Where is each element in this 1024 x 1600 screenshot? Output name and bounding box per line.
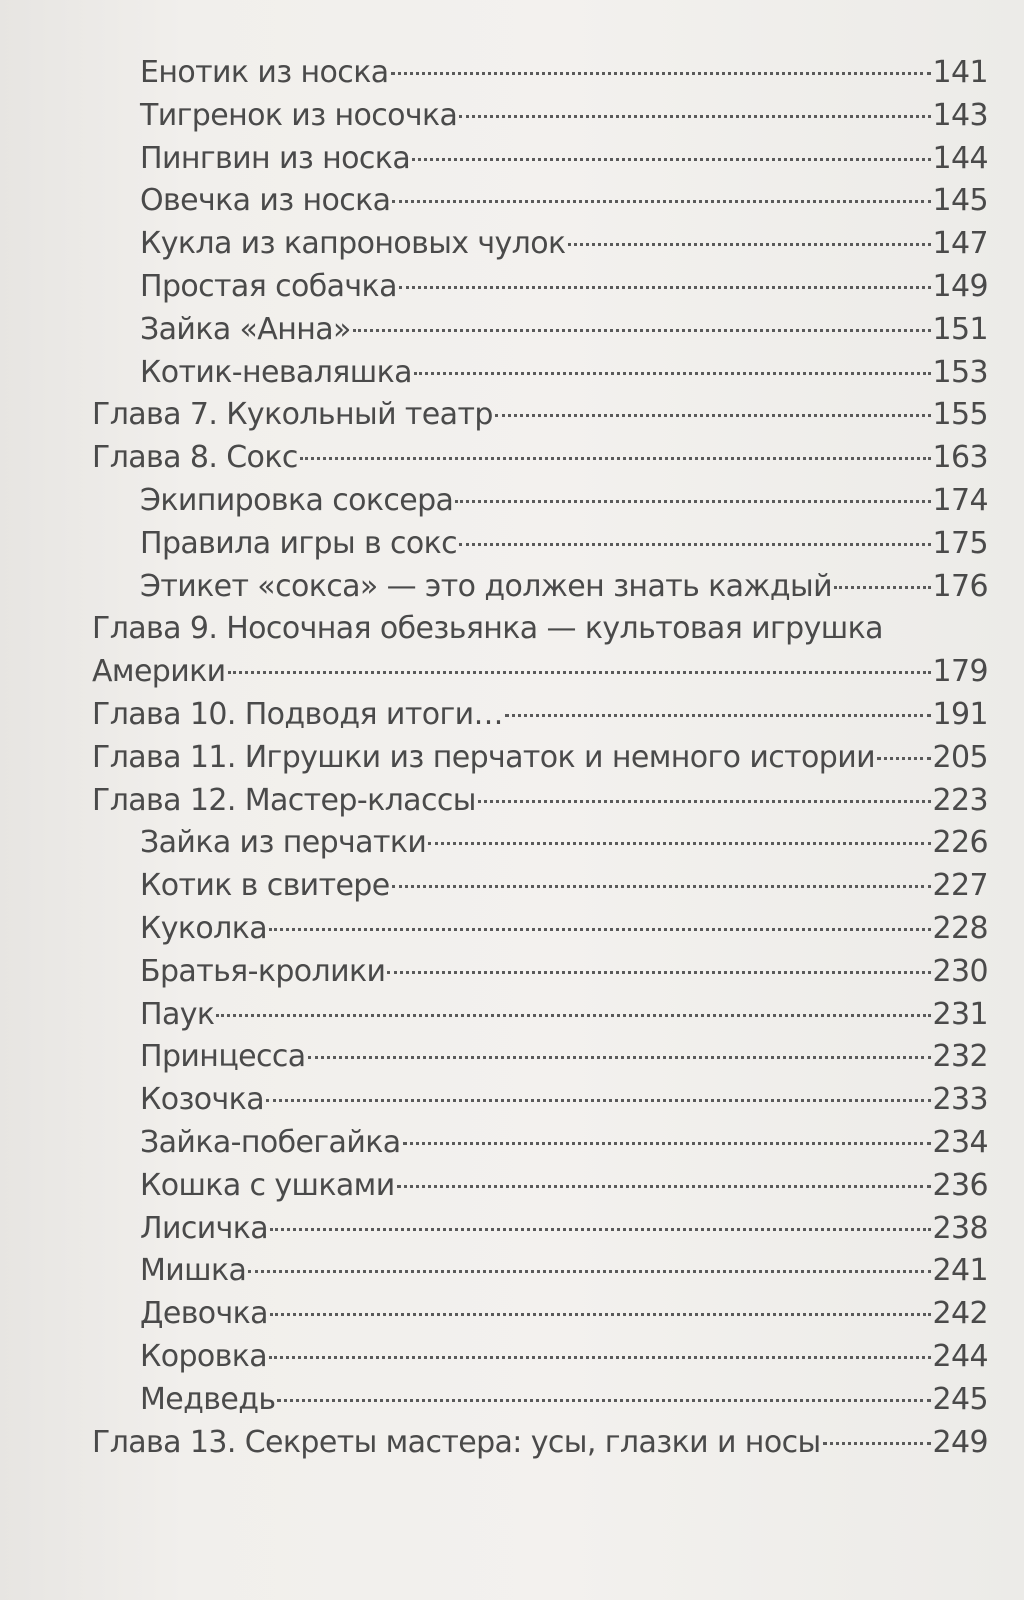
toc-entry-title: Кукла из капроновых чулок [140,226,566,262]
toc-entry [92,1293,988,1336]
toc-entry [92,1122,988,1165]
toc-chapter-entry [92,608,988,694]
dot-leader [823,1442,931,1445]
dot-leader [399,286,931,289]
dot-leader [403,1142,931,1145]
toc-entry-page: 149 [932,268,988,304]
toc-entry [92,1036,988,1079]
dot-leader [455,500,930,503]
toc-entry-page: 241 [932,1253,988,1289]
toc-entry-page: 232 [932,1039,988,1075]
toc-entry-page: 145 [932,183,988,219]
dot-leader [270,1313,931,1316]
toc-entry [92,1379,988,1422]
toc-entry [92,1079,988,1122]
dot-leader [459,115,930,118]
toc-entry-title: Лисичка [140,1210,269,1246]
toc-entry-page: 147 [932,226,988,262]
toc-entry-page: 238 [932,1210,988,1246]
dot-leader [308,1056,931,1059]
toc-entry [92,1336,988,1379]
toc-entry [92,865,988,908]
toc-entry-page: 179 [932,654,988,690]
dot-leader [877,757,931,760]
toc-entry-page: 228 [932,910,988,946]
toc-entry-page: 233 [932,1082,988,1118]
dot-leader [353,329,931,332]
toc-entry [92,138,988,181]
dot-leader [459,543,930,546]
dot-leader [834,586,931,589]
toc-chapter-entry [92,1422,988,1465]
dot-leader [428,842,930,845]
table-of-contents [92,52,988,1464]
toc-entry-page: 226 [932,825,988,861]
dot-leader [505,714,931,717]
toc-entry-page: 174 [932,482,988,518]
toc-entry [92,223,988,266]
dot-leader [495,414,931,417]
toc-entry [92,1208,988,1251]
toc-entry-title: Глава 10. Подводя итоги… [92,696,503,732]
toc-entry-title: Зайка «Анна» [140,311,351,347]
toc-entry [92,951,988,994]
toc-entry-title: Экипировка соксера [140,482,454,518]
toc-entry-title: Пингвин из носка [140,140,411,176]
toc-entry-title: Этикет «сокса» — это должен знать каждый [140,568,832,604]
toc-entry-page: 245 [932,1381,988,1417]
toc-entry [92,994,988,1037]
toc-entry-title-continued: Америки [92,654,226,690]
toc-entry-page: 242 [932,1296,988,1332]
dot-leader [300,457,931,460]
toc-entry-title: Котик в свитере [140,868,390,904]
toc-entry-title: Тигренок из носочка [140,97,458,133]
toc-entry-page: 151 [932,311,988,347]
toc-entry-title: Зайка-побегайка [140,1124,401,1160]
toc-entry-title: Мишка [140,1253,247,1289]
toc-entry-title: Куколка [140,910,268,946]
toc-entry-title: Принцесса [140,1039,306,1075]
dot-leader [248,1270,930,1273]
toc-entry-page: 175 [932,525,988,561]
toc-entry [92,266,988,309]
toc-entry-page: 191 [932,696,988,732]
toc-entry-title: Братья-кролики [140,953,386,989]
toc-entry [92,1165,988,1208]
toc-entry-title: Кошка с ушками [140,1167,395,1203]
dot-leader [387,971,930,974]
toc-entry-page: 227 [932,868,988,904]
toc-entry-title: Медведь [140,1381,276,1417]
toc-entry-page: 231 [932,996,988,1032]
dot-leader [269,1356,930,1359]
dot-leader [270,1228,930,1231]
toc-chapter-entry [92,694,988,737]
toc-chapter-entry [92,780,988,823]
dot-leader [228,671,931,674]
toc-entry-title: Котик-неваляшка [140,354,412,390]
toc-entry [92,566,988,609]
toc-entry-page: 144 [932,140,988,176]
dot-leader [266,1099,931,1102]
dot-leader [391,72,931,75]
toc-entry-title: Зайка из перчатки [140,825,427,861]
toc-entry-page: 163 [932,440,988,476]
toc-entry-title: Глава 13. Секреты мастера: усы, глазки и носы [92,1424,821,1460]
dot-leader [412,158,930,161]
toc-entry-page: 230 [932,953,988,989]
toc-entry [92,908,988,951]
toc-entry [92,480,988,523]
toc-entry-page: 141 [932,55,988,90]
toc-entry-page: 249 [932,1424,988,1460]
toc-entry-title: Енотик из носка [140,55,389,90]
toc-entry-title: Глава 7. Кукольный театр [92,397,493,433]
toc-chapter-entry [92,394,988,437]
dot-leader [277,1399,930,1402]
toc-entry [92,523,988,566]
toc-chapter-entry [92,737,988,780]
toc-entry-page: 234 [932,1124,988,1160]
toc-entry-title: Глава 8. Сокс [92,440,298,476]
toc-entry-title: Девочка [140,1296,268,1332]
toc-entry [92,95,988,138]
toc-entry-page: 153 [932,354,988,390]
dot-leader [414,372,931,375]
toc-entry-title: Простая собачка [140,268,397,304]
toc-entry-page: 244 [932,1338,988,1374]
toc-entry-page: 143 [932,97,988,133]
dot-leader [392,200,930,203]
toc-entry [92,352,988,395]
toc-entry [92,52,988,95]
toc-entry [92,1250,988,1293]
toc-entry-title: Глава 12. Мастер-классы [92,782,476,818]
dot-leader [397,1185,931,1188]
toc-entry-title: Глава 11. Игрушки из перчаток и немного истории [92,739,876,775]
dot-leader [478,800,931,803]
toc-entry-title: Коровка [140,1338,268,1374]
toc-entry-title: Козочка [140,1082,264,1118]
toc-entry-title: Овечка из носка [140,183,391,219]
toc-entry [92,180,988,223]
toc-entry-page: 236 [932,1167,988,1203]
dot-leader [216,1014,930,1017]
dot-leader [392,885,931,888]
toc-chapter-entry [92,437,988,480]
toc-entry-page: 205 [932,739,988,775]
toc-entry-title: Паук [140,996,215,1032]
toc-entry-title: Глава 9. Носочная обезьянка — культовая игрушка [92,611,883,647]
toc-entry [92,822,988,865]
dot-leader [568,243,931,246]
dot-leader [269,928,931,931]
toc-entry-page: 176 [932,568,988,604]
toc-entry [92,309,988,352]
toc-entry-title: Правила игры в сокс [140,525,458,561]
toc-entry-page: 223 [932,782,988,818]
toc-entry-page: 155 [932,397,988,433]
